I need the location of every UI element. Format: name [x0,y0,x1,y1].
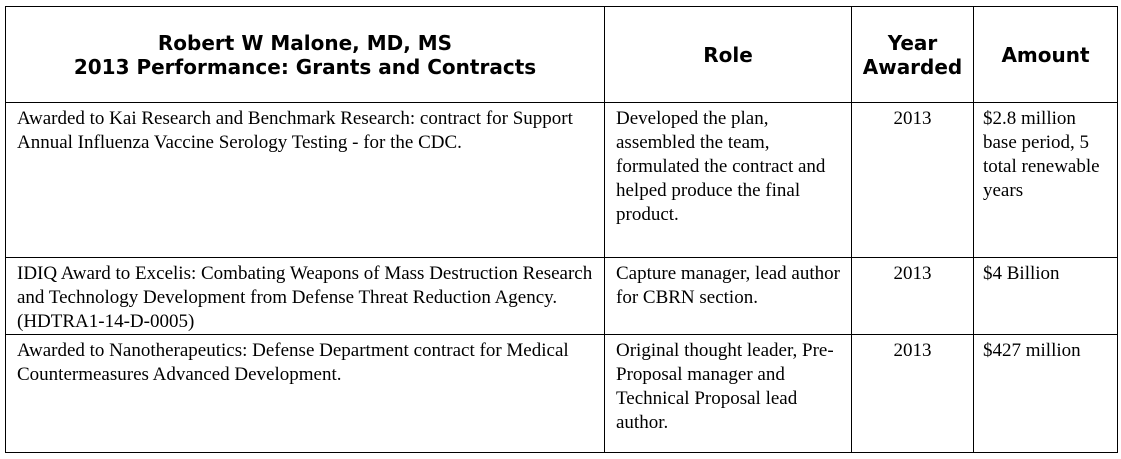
role-header-label: Role [703,42,753,67]
amount-cell: $4 Billion [974,258,1118,335]
title-header-cell [6,7,605,103]
role-header-cell [605,7,852,103]
grants-contracts-table [5,6,1118,453]
year-header-label-line1: Year [887,30,938,55]
year-cell: 2013 [852,258,974,335]
table-header-row [6,7,1118,103]
table-title-subtitle: 2013 Performance: Grants and Contracts [73,54,537,79]
amount-cell: $427 million [974,335,1118,453]
year-header-cell [852,7,974,103]
role-cell: Original thought leader, Pre-Proposal manager and Technical Proposal lead author. [605,335,852,453]
role-cell: Developed the plan, assembled the team, formulated the contract and helped produce the final product. [605,103,852,258]
year-cell: 2013 [852,335,974,453]
description-cell: IDIQ Award to Excelis: Combating Weapons of Mass Destruction Research and Technology Development from Defense Threat Reduction Agency. (HDTRA1-14-D-0005) [6,258,605,335]
table-row [6,335,1118,453]
amount-header-cell [974,7,1118,103]
role-cell: Capture manager, lead author for CBRN section. [605,258,852,335]
table-row [6,103,1118,258]
year-cell: 2013 [852,103,974,258]
amount-header-label: Amount [1001,42,1090,67]
description-cell: Awarded to Nanotherapeutics: Defense Department contract for Medical Countermeasures Advanced Development. [6,335,605,453]
amount-cell: $2.8 million base period, 5 total renewable years [974,103,1118,258]
year-header-label-line2: Awarded [862,54,963,79]
table-row [6,258,1118,335]
description-cell: Awarded to Kai Research and Benchmark Research: contract for Support Annual Influenza Vaccine Serology Testing - for the CDC. [6,103,605,258]
table-title-name: Robert W Malone, MD, MS [157,30,453,55]
